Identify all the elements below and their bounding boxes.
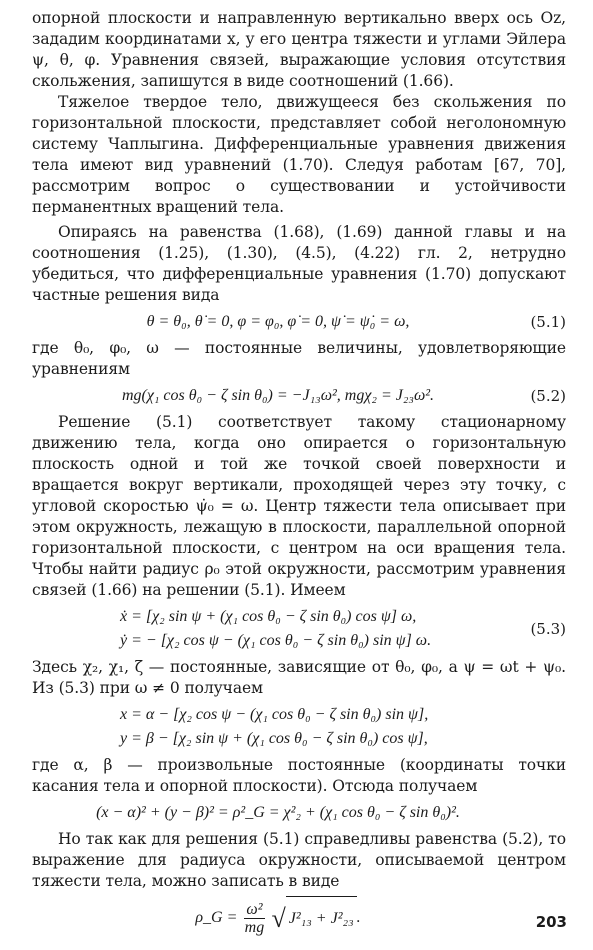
- equation-5-1: [32, 310, 566, 334]
- equation-5-3-line-2: ẏ = − [χ₂ cos ψ − (χ₁ cos θ₀ − ζ sin θ₀) sin ψ] ω.: [120, 632, 432, 649]
- page-body: [32, 8, 566, 944]
- equation-position-lines: [120, 703, 428, 751]
- page-number: 203: [535, 913, 567, 931]
- equation-radius-squared-body: (x − α)² + (y − β)² = ρ²_G = χ²₂ + (χ₁ cos θ₀ − ζ sin θ₀)².: [96, 804, 460, 821]
- equation-radius-fraction: [244, 901, 264, 936]
- sqrt-icon: √: [271, 903, 286, 933]
- equation-radius-lhs: ρ_G =: [195, 909, 238, 927]
- equation-radius-end: .: [356, 909, 361, 927]
- equation-5-2-number: (5.2): [530, 387, 566, 405]
- fraction-numerator: ω²: [246, 901, 263, 918]
- equation-radius-radicand: J²₁₃ + J²₂₃: [286, 896, 357, 941]
- equation-5-3-line-1: ẋ = [χ₂ sin ψ + (χ₁ cos θ₀ − ζ sin θ₀) cos ψ] ω,: [120, 608, 417, 625]
- equation-radius: [32, 896, 566, 940]
- equation-5-1-number: (5.1): [530, 313, 566, 331]
- paragraph-7: где α, β — произвольные постоянные (координаты точки касания тела и опорной плоскости). Отсюда получаем: [32, 756, 566, 795]
- paragraph-2: Тяжелое твердое тело, движущееся без скольжения по горизонтальной плоскости, представляет собой неголономную систему Чаплыгина. Дифференциальные уравнения движения тела имеют вид уравнений (1.70). Следуя работам [67, 70], рассмотрим вопрос о существовании и устойчивости перманентных вращений тела.: [32, 93, 566, 216]
- paragraph-4: где θ₀, φ₀, ω — постоянные величины, удовлетворяющие уравнениям: [32, 339, 566, 378]
- paragraph-3: Опираясь на равенства (1.68), (1.69) данной главы и на соотношения (1.25), (1.30), (4.5), (4.22) гл. 2, нетрудно убедиться, что дифференциальные уравнения (1.70) допускают частные решения вида: [32, 223, 566, 304]
- equation-5-2: [32, 384, 566, 408]
- equation-5-1-body: θ = θ₀, θ̇ = 0, φ = φ₀, φ̇ = 0, ψ̇ = ψ̇₀ = ω,: [146, 313, 410, 330]
- paragraph-1: опорной плоскости и направленную вертикально вверх ось Oz, зададим координатами x, y его центра тяжести и углами Эйлера ψ, θ, φ. Уравнения связей, выражающие условия отсутствия скольжения, запишутся в виде соотношений (1.66).: [32, 9, 566, 90]
- equation-radius-body: [32, 896, 524, 941]
- equation-5-3-lines: [120, 605, 431, 653]
- equation-position: [32, 703, 566, 751]
- paragraph-6: Здесь χ₂, χ₁, ζ — постоянные, зависящие от θ₀, φ₀, а ψ = ωt + ψ₀. Из (5.3) при ω ≠ 0 получаем: [32, 658, 566, 697]
- equation-5-3: [32, 605, 566, 653]
- paragraph-5: Решение (5.1) соответствует такому стационарному движению тела, когда оно опирается о горизонтальную плоскость одной и той же точкой своей поверхности и вращается вокруг вертикали, проходящей через эту точку, с угловой скоростью ψ̇₀ = ω. Центр тяжести тела описывает при этом окружность, лежащую в плоскости, параллельной опорной горизонтальной плоскости, с центром на оси вращения тела. Чтобы найти радиус ρ₀ этой окружности, рассмотрим уравнения связей (1.66) на решении (5.1). Имеем: [32, 413, 566, 599]
- paragraph-8: Но так как для решения (5.1) справедливы равенства (5.2), то выражение для радиуса окружности, описываемой центром тяжести тела, можно записать в виде: [32, 830, 566, 890]
- equation-radius-squared: [32, 801, 566, 825]
- fraction-denominator: mg: [244, 919, 265, 936]
- equation-position-line-1: x = α − [χ₂ cos ψ − (χ₁ cos θ₀ − ζ sin θ₀) sin ψ],: [120, 706, 429, 723]
- equation-position-line-2: y = β − [χ₂ sin ψ + (χ₁ cos θ₀ − ζ sin θ₀) cos ψ],: [120, 730, 428, 747]
- equation-5-3-number: (5.3): [530, 620, 566, 638]
- equation-5-2-body: mg(χ₁ cos θ₀ − ζ sin θ₀) = −J₁₃ω², mgχ₂ = J₂₃ω².: [121, 387, 435, 404]
